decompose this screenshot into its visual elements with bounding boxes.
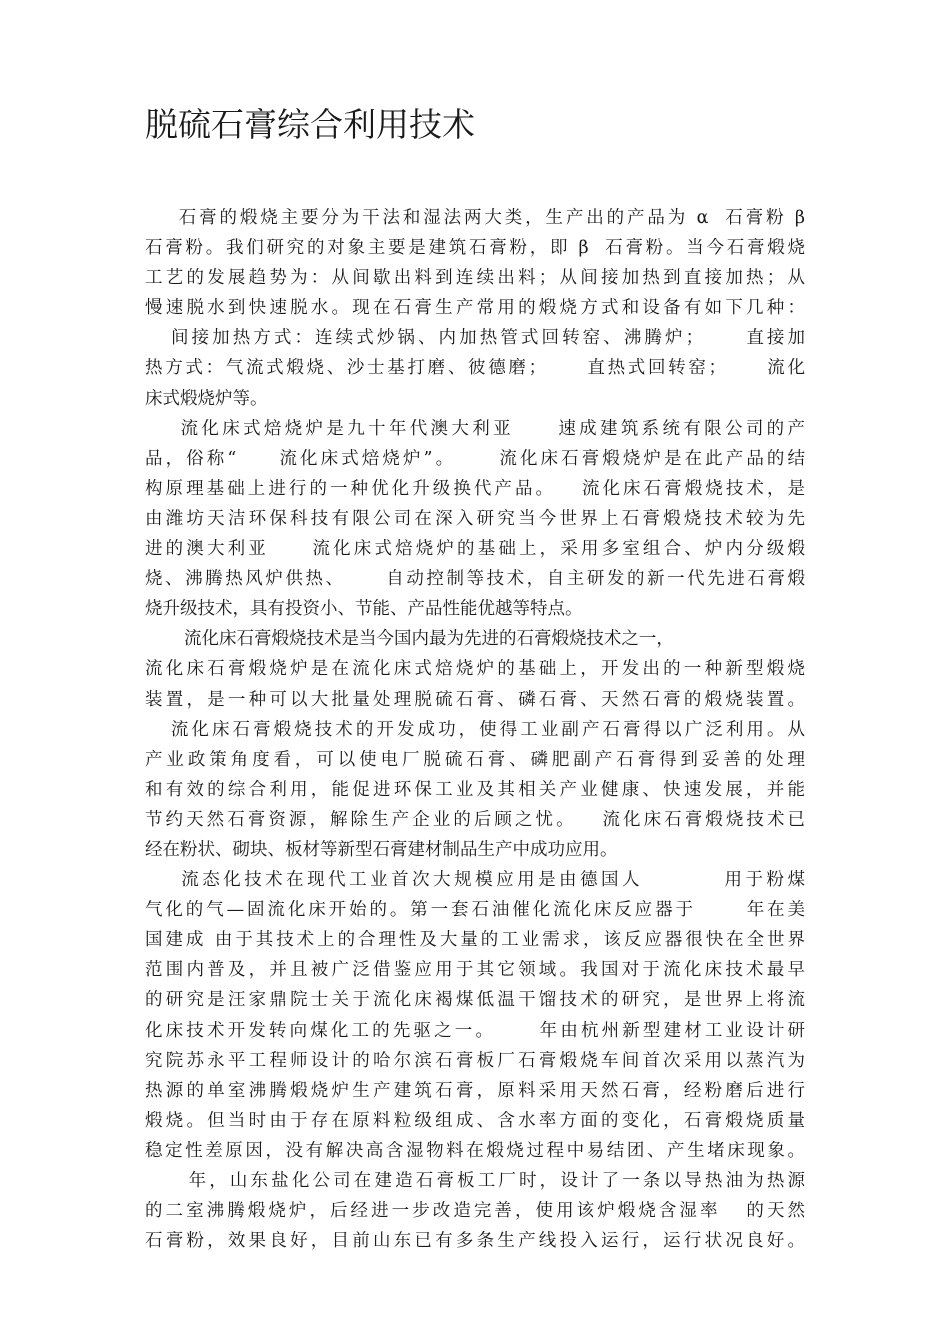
text-line: 流化床石膏煅烧技术的开发成功，使得工业副产石膏得以广泛利用。从 (145, 719, 805, 740)
text-line: 烧升级技术，具有投资小、节能、产品性能优越等特点。 (145, 599, 583, 620)
text-line: 流化床石膏煅烧技术是当今国内最为先进的石膏煅烧技术之一， (145, 629, 674, 650)
text-line: 石膏的煅烧主要分为干法和湿法两大类，生产出的产品为 α 石膏粉 β (145, 208, 805, 228)
text-line: 节约天然石膏资源，解除生产企业的后顾之忧。 流化床石膏煅烧技术已 (145, 809, 805, 830)
text-line: 间接加热方式：连续式炒锅、内加热管式回转窑、沸腾炉； 直接加 (145, 328, 805, 349)
document-title: 脱硫石膏综合利用技术 (145, 105, 475, 144)
text-line: 慢速脱水到快速脱水。现在石膏生产常用的煅烧方式和设备有如下几种： (145, 298, 805, 319)
text-line: 究院苏永平工程师设计的哈尔滨石膏板厂石膏煅烧车间首次采用以蒸汽为 (145, 1050, 805, 1071)
text-line: 国建成 由于其技术上的合理性及大量的工业需求，该反应器很快在全世界 (145, 930, 805, 951)
text-line: 构原理基础上进行的一种优化升级换代产品。 流化床石膏煅烧技术，是 (145, 478, 805, 499)
text-line: 气化的气—固流化床开始的。第一套石油催化流化床反应器于 年在美 (145, 900, 805, 921)
text-line: 煅烧。但当时由于存在原料粒级组成、含水率方面的变化，石膏煅烧质量 (145, 1110, 805, 1131)
text-line: 经在粉状、砌块、板材等新型石膏建材制品生产中成功应用。 (145, 839, 618, 860)
text-line: 流化床石膏煅烧炉是在流化床式焙烧炉的基础上，开发出的一种新型煅烧 (145, 659, 805, 680)
text-line: 流态化技术在现代工业首次大规模应用是由德国人 用于粉煤 (145, 870, 805, 891)
text-line: 的研究是汪家鼎院士关于流化床褐煤低温干馏技术的研究，是世界上将流 (145, 990, 805, 1011)
text-line: 热方式：气流式煅烧、沙士基打磨、彼德磨； 直热式回转窑； 流化 (145, 358, 805, 379)
text-line: 范围内普及，并且被广泛借鉴应用于其它领域。我国对于流化床技术最早 (145, 960, 805, 981)
text-line: 石膏粉。我们研究的对象主要是建筑石膏粉，即 β 石膏粉。当今石膏煅烧 (145, 238, 805, 259)
text-line: 由潍坊天洁环保科技有限公司在深入研究当今世界上石膏煅烧技术较为先 (145, 508, 805, 529)
text-line: 装置，是一种可以大批量处理脱硫石膏、磷石膏、天然石膏的煅烧装置。 (145, 689, 805, 710)
text-line: 床式煅烧炉等。 (145, 388, 268, 409)
text-line: 稳定性差原因，没有解决高含湿物料在煅烧过程中易结团、产生堵床现象。 (145, 1140, 805, 1161)
text-line: 热源的单室沸腾煅烧炉生产建筑石膏，原料采用天然石膏，经粉磨后进行 (145, 1080, 805, 1101)
text-line: 的二室沸腾煅烧炉，后经进一步改造完善，使用该炉煅烧含湿率 的天然 (145, 1201, 805, 1222)
text-line: 年，山东盐化公司在建造石膏板工厂时，设计了一条以导热油为热源 (145, 1171, 805, 1191)
text-line: 和有效的综合利用，能促进环保工业及其相关产业健康、快速发展，并能 (145, 779, 805, 800)
text-line: 化床技术开发转向煤化工的先驱之一。 年由杭州新型建材工业设计研 (145, 1020, 805, 1041)
text-line: 品，俗称“ 流化床式焙烧炉”。 流化床石膏煅烧炉是在此产品的结 (145, 448, 805, 469)
text-line: 烧、沸腾热风炉供热、 自动控制等技术，自主研发的新一代先进石膏煅 (145, 569, 805, 590)
document-body (145, 203, 805, 1256)
text-line: 流化床式焙烧炉是九十年代澳大利亚 速成建筑系统有限公司的产 (145, 418, 805, 439)
text-line: 工艺的发展趋势为：从间歇出料到连续出料；从间接加热到直接加热；从 (145, 268, 805, 289)
text-line: 产业政策角度看，可以使电厂脱硫石膏、磷肥副产石膏得到妥善的处理 (145, 749, 805, 770)
text-line: 石膏粉，效果良好，目前山东已有多条生产线投入运行，运行状况良好。 (145, 1231, 805, 1252)
text-line: 进的澳大利亚 流化床式焙烧炉的基础上，采用多室组合、炉内分级煅 (145, 539, 805, 560)
